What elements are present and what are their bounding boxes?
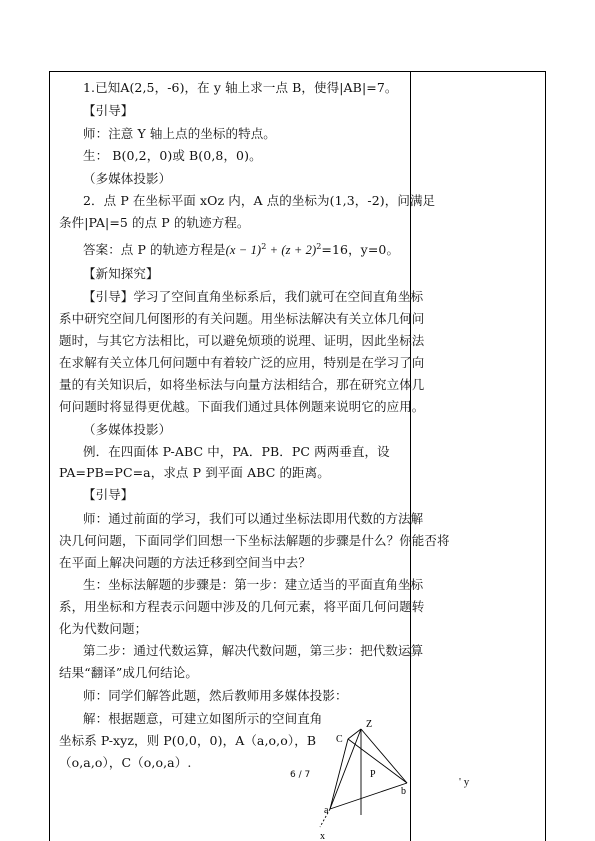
page-number: 6 / 7 <box>290 770 311 780</box>
solution-line-2: 坐标系 P-xyz，则 P(0,0，0)，A（a,o,o），B <box>59 733 317 748</box>
guide-heading: 【引导】 <box>83 103 134 118</box>
teacher-para-3: 在平面上解决问题的方法迁移到空间当中去？ <box>59 555 312 570</box>
edge-ca <box>330 739 348 809</box>
intro-para-2: 系中研究空间几何图形的有关问题。用坐标法解决有关立体几何问 <box>59 311 425 326</box>
multimedia-note-2: （多媒体投影） <box>83 422 172 437</box>
edge-ab <box>330 783 407 809</box>
solution-line-1: 解：根据题意，可建立如图所示的空间直角 <box>83 711 323 726</box>
exercise-1: 1.已知A(2,5，-6)，在 y 轴上求一点 B，使得|AB|=7。 <box>83 80 398 95</box>
student-answer: 生： B(0,2，0)或 B(0,8，0)。 <box>83 148 262 163</box>
label-b: b <box>401 786 406 797</box>
intro-para-1: 【引导】学习了空间直角坐标系后，我们就可在空间直角坐标 <box>83 289 424 304</box>
edge-pa <box>330 729 361 809</box>
exercise-2-cont: 条件|PA|=5 的点 P 的轨迹方程。 <box>59 215 250 230</box>
edge-cb <box>348 739 407 783</box>
intro-para-5: 量的有关知识后，如将坐标法与向量方法相结合，那在研究立体几 <box>59 377 425 392</box>
label-c: C <box>336 734 343 745</box>
table-top-border <box>49 71 546 72</box>
answer-prefix: 答案：点 P 的轨迹方程是 <box>83 242 226 257</box>
teacher-para-1: 师：通过前面的学习，我们可以通过坐标法即用代数的方法解 <box>83 511 424 526</box>
answer-term-2: + (z + 2) <box>266 243 317 257</box>
student-para-1: 生：坐标法解题的步骤是：第一步：建立适当的平面直角坐标 <box>83 577 424 592</box>
student-para-3: 化为代数问题； <box>59 621 148 636</box>
solution-line-3: （o,a,o），C（o,o,a）. <box>59 755 192 770</box>
teacher-note: 师：注意 Y 轴上点的坐标的特点。 <box>83 126 276 141</box>
intro-para-6: 何问题时将显得更优越。下面我们通过具体例题来说明它的应用。 <box>59 399 425 414</box>
student-para-2: 系，用坐标和方程表示问题中涉及的几何元素，将平面几何问题转 <box>59 599 425 614</box>
label-x: x <box>320 831 325 841</box>
teacher-para-2: 决几何问题，下面同学们回想一下坐标法解题的步骤是什么？你能否将 <box>59 533 450 548</box>
answer-exp-2: 2 <box>316 242 322 251</box>
edge-pb <box>361 729 407 783</box>
step-para-2: 结果“翻译”成几何结论。 <box>59 665 198 680</box>
answer-term-1: (x − 1) <box>225 243 262 257</box>
example-line-2: PA=PB=PC=a，求点 P 到平面 ABC 的距离。 <box>59 465 330 480</box>
intro-para-4: 在求解有关立体几何问题中有着较广泛的应用，特别是在学习了向 <box>59 355 425 370</box>
side-y-label: ' y <box>459 776 470 788</box>
new-knowledge-heading: 【新知探究】 <box>83 266 159 281</box>
answer-term-3: =16，y=0。 <box>321 242 400 257</box>
step-para-1: 第二步：通过代数运算，解决代数问题，第三步：把代数运算 <box>83 643 424 658</box>
label-a: a <box>324 805 329 816</box>
label-p: P <box>370 769 376 780</box>
teacher-instruction: 师：同学们解答此题，然后教师用多媒体投影： <box>83 688 348 703</box>
tetrahedron-figure <box>310 715 420 841</box>
multimedia-note: （多媒体投影） <box>83 171 172 186</box>
table-left-border <box>49 71 50 841</box>
intro-para-3: 题时，与其它方法相比，可以避免烦琐的说理、证明，因此坐标法 <box>59 333 425 348</box>
label-z: Z <box>366 719 373 730</box>
example-line-1: 例．在四面体 P-ABC 中，PA．PB．PC 两两垂直，设 <box>83 444 390 459</box>
answer-line <box>83 239 399 258</box>
guide-heading-2: 【引导】 <box>83 487 134 502</box>
table-right-border <box>545 71 546 841</box>
answer-exp-1: 2 <box>261 242 267 251</box>
exercise-2: 2．点 P 在坐标平面 xOz 内，A 点的坐标为(1,3，-2)，问满足 <box>83 193 436 208</box>
